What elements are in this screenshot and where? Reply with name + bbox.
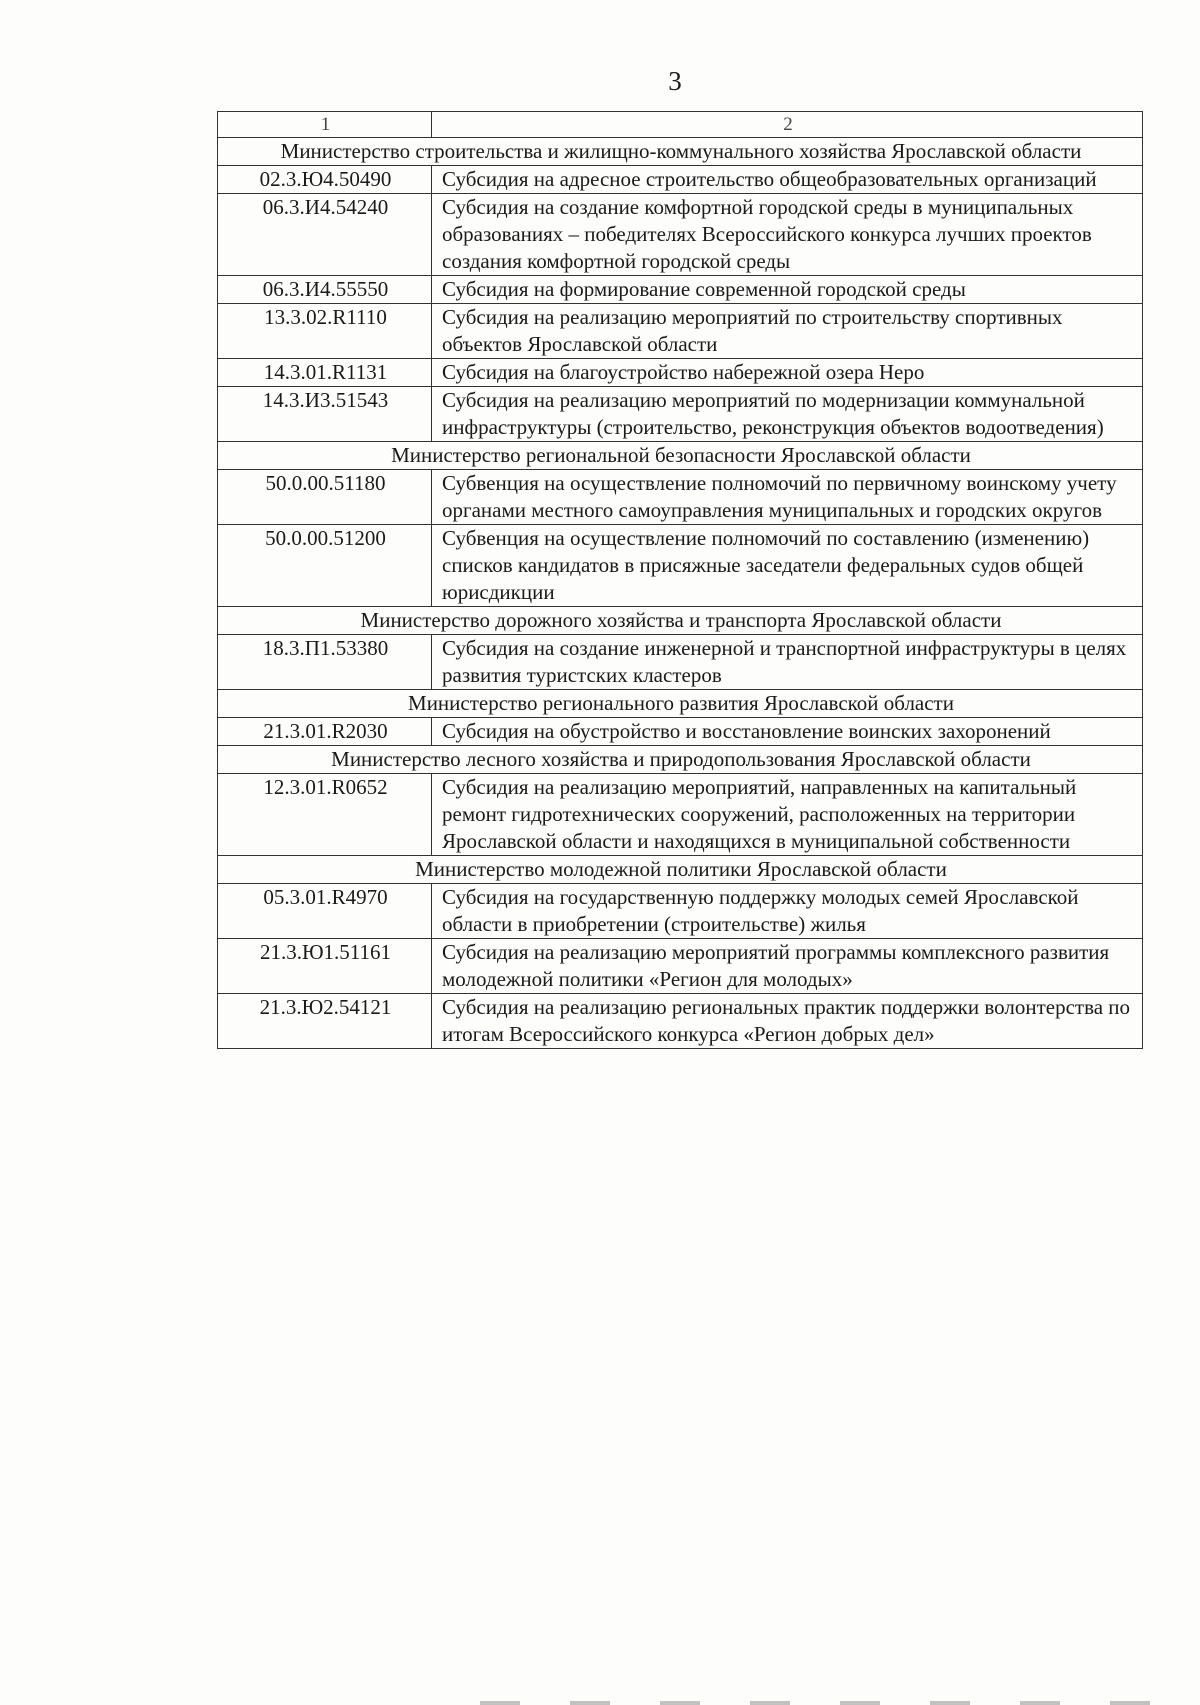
subsidy-description: Субсидия на благоустройство набережной озера Неро [432,359,1143,387]
ministry-row [218,442,1143,470]
table-row [218,939,1143,994]
budget-code: 06.3.И4.54240 [218,194,432,276]
ministry-row [218,690,1143,718]
table-header-row [218,112,1143,138]
budget-code: 50.0.00.51180 [218,470,432,525]
table-row [218,718,1143,746]
ministry-name: Министерство строительства и жилищно-коммунального хозяйства Ярославской области [218,138,1143,166]
subsidy-description: Субсидия на обустройство и восстановление воинских захоронений [432,718,1143,746]
table-row [218,525,1143,607]
budget-code: 05.3.01.R4970 [218,884,432,939]
budget-code: 21.3.01.R2030 [218,718,432,746]
budget-code: 13.3.02.R1110 [218,304,432,359]
ministry-name: Министерство региональной безопасности Ярославской области [218,442,1143,470]
ministry-row [218,746,1143,774]
table-row [218,774,1143,856]
subsidy-description: Субсидия на реализацию региональных практик поддержки волонтерства по итогам Всероссийского конкурса «Регион добрых дел» [432,994,1143,1049]
subsidy-description: Субсидия на адресное строительство общеобразовательных организаций [432,166,1143,194]
subsidy-description: Субсидия на реализацию мероприятий, направленных на капитальный ремонт гидротехнических сооружений, расположенных на территории Ярославской области и находящихся в муниципальной собственности [432,774,1143,856]
table-row [218,359,1143,387]
table-row [218,884,1143,939]
ministry-name: Министерство лесного хозяйства и природопользования Ярославской области [218,746,1143,774]
budget-code: 02.3.Ю4.50490 [218,166,432,194]
table-row [218,994,1143,1049]
subsidy-description: Субсидия на формирование современной городской среды [432,276,1143,304]
table-row [218,635,1143,690]
scan-footer-marks [480,1701,1180,1705]
ministry-row [218,607,1143,635]
subsidy-description: Субсидия на государственную поддержку молодых семей Ярославской области в приобретении (строительстве) жилья [432,884,1143,939]
budget-code: 21.3.Ю1.51161 [218,939,432,994]
ministry-row [218,138,1143,166]
budget-code: 50.0.00.51200 [218,525,432,607]
table-row [218,304,1143,359]
table-row [218,387,1143,442]
subsidy-description: Субсидия на реализацию мероприятий по модернизации коммунальной инфраструктуры (строительство, реконструкция объектов водоотведения) [432,387,1143,442]
table-row [218,194,1143,276]
budget-code: 12.3.01.R0652 [218,774,432,856]
page-number: 3 [668,66,682,96]
ministry-name: Министерство дорожного хозяйства и транспорта Ярославской области [218,607,1143,635]
budget-code: 21.3.Ю2.54121 [218,994,432,1049]
subsidy-description: Субсидия на создание комфортной городской среды в муниципальных образованиях – победителях Всероссийского конкурса лучших проектов создания комфортной городской среды [432,194,1143,276]
table-row [218,470,1143,525]
budget-code: 14.3.01.R1131 [218,359,432,387]
subsidy-description: Субвенция на осуществление полномочий по составлению (изменению) списков кандидатов в присяжные заседатели федеральных судов общей юрисдикции [432,525,1143,607]
table-row [218,276,1143,304]
subsidy-description: Субсидия на реализацию мероприятий по строительству спортивных объектов Ярославской области [432,304,1143,359]
subsidy-description: Субвенция на осуществление полномочий по первичному воинскому учету органами местного самоуправления муниципальных и городских округов [432,470,1143,525]
subsidy-description: Субсидия на реализацию мероприятий программы комплексного развития молодежной политики «Регион для молодых» [432,939,1143,994]
budget-code: 18.3.П1.53380 [218,635,432,690]
column-header-1: 1 [218,112,432,138]
budget-code: 14.3.И3.51543 [218,387,432,442]
subsidy-description: Субсидия на создание инженерной и транспортной инфраструктуры в целях развития туристских кластеров [432,635,1143,690]
ministry-name: Министерство молодежной политики Ярославской области [218,856,1143,884]
ministry-row [218,856,1143,884]
budget-code: 06.3.И4.55550 [218,276,432,304]
column-header-2: 2 [432,112,1143,138]
ministry-name: Министерство регионального развития Ярославской области [218,690,1143,718]
table-row [218,166,1143,194]
subsidy-code-table [217,111,1143,1049]
